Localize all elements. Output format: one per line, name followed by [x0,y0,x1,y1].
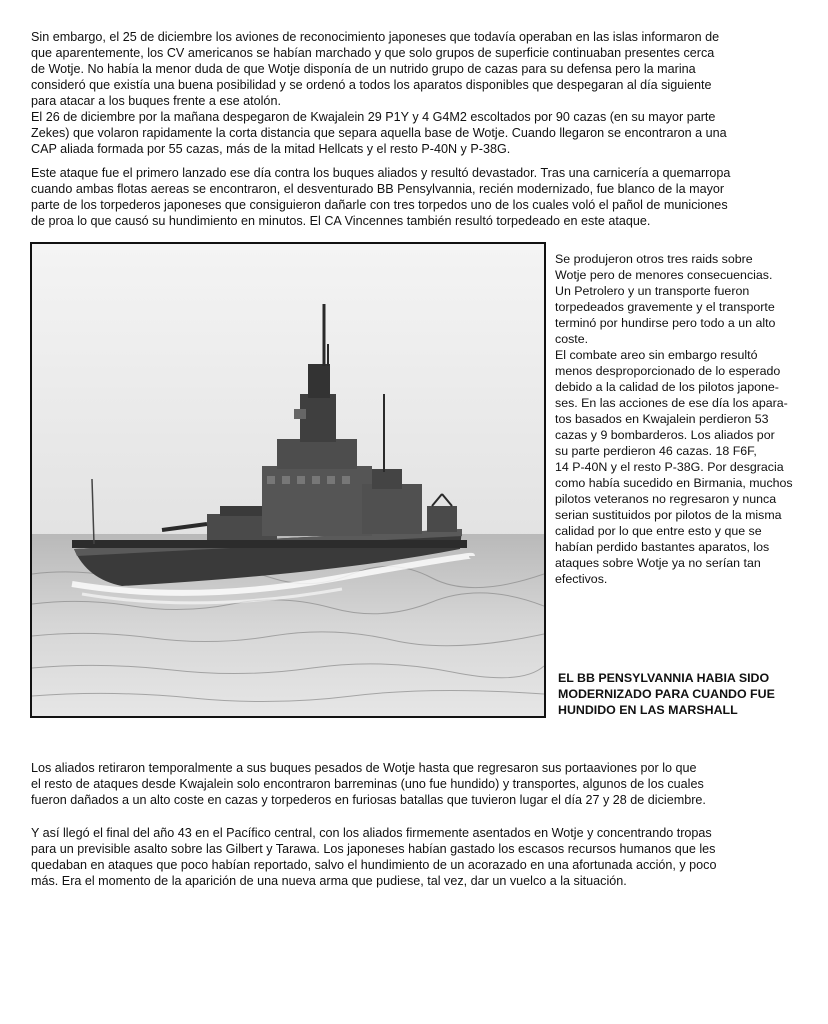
text-line: El 26 de diciembre por la mañana despegaron de Kwajalein 29 P1Y y 4 G4M2 escoltados por 90 cazas (en su mayor parte [31,110,716,124]
text-line: que aparentemente, los CV americanos se habían marchado y que solo grupos de superficie continuaban presentes cerca [31,46,715,60]
caption-line: MODERNIZADO PARA CUANDO FUE [558,687,775,701]
retreat-paragraph [31,760,706,808]
text-line: parte de los torpederos japoneses que consiguieron dañarle con tres torpedos uno de los cuales voló el pañol de municiones [31,198,728,212]
text-line: terminó por hundirse pero todo a un alto [555,316,776,330]
text-line: ataques sobre Wotje ya no serían tan [555,556,761,570]
text-line: quedaban en ataques que poco habían reportado, salvo el hundimiento de un acorazado en una afortunada acción, y poco [31,858,717,872]
caption-line: HUNDIDO EN LAS MARSHALL [558,703,738,717]
text-line: Este ataque fue el primero lanzado ese día contra los buques aliados y resultó devastador. Tras una carnicería a quemarropa [31,166,731,180]
text-line: más. Era el momento de la aparición de una nueva arma que pudiese, tal vez, dar un vuelco a la situación. [31,874,627,888]
caption-line: EL BB PENSYLVANNIA HABIA SIDO [558,671,770,685]
attack-paragraph [31,165,730,229]
text-line: serian sustituidos por pilotos de la misma [555,508,782,522]
intro-paragraph [31,29,727,157]
text-line: de Wotje. No había la menor duda de que Wotje disponía de un nutrido grupo de cazas para su defensa pero la marina [31,62,696,76]
closing-paragraph [31,825,716,889]
text-line: su parte perdieron 46 cazas. 18 F6F, [555,444,757,458]
text-line: como había sucedido en Birmania, muchos [555,476,793,490]
text-line: menos desproporcionado de lo esperado [555,364,781,378]
text-line: cuando ambas flotas aereas se encontraron, el desventurado BB Pensylvannia, recién modernizado, fue blanco de la mayor [31,182,725,196]
text-line: Un Petrolero y un transporte fueron [555,284,750,298]
text-line: torpedeados gravemente y el transporte [555,300,775,314]
text-line: 14 P-40N y el resto P-38G. Por desgracia [555,460,784,474]
text-line: debido a la calidad de los pilotos japone- [555,380,779,394]
text-line: consideró que existía una buena posibilidad y se ordenó a todos los aparatos disponibles que despegaran al día siguiente [31,78,712,92]
battleship-photo [30,242,546,718]
text-line: efectivos. [555,572,608,586]
text-line: Los aliados retiraron temporalmente a sus buques pesados de Wotje hasta que regresaron sus portaaviones por lo que [31,761,697,775]
text-line: CAP aliada formada por 55 cazas, más de la mitad Hellcats y el resto P-40N y P-38G. [31,142,511,156]
photo-caption [558,670,775,718]
text-line: tos basados en Kwajalein perdieron 53 [555,412,769,426]
text-line: Y así llegó el final del año 43 en el Pacífico central, con los aliados firmemente asentados en Wotje y concentrando tropas [31,826,712,840]
text-line: Zekes) que volaron rapidamente la corta distancia que separa aquella base de Wotje. Cuando llegaron se encontraron a una [31,126,727,140]
text-line: calidad por lo que entre esto y que se [555,524,762,538]
text-line: coste. [555,332,589,346]
text-line: el resto de ataques desde Kwajalein solo encontraron barreminas (uno fue hundido) y transportes, algunos de los cuales [31,777,704,791]
text-line: fueron dañados a un alto coste en cazas y torpederos en furiosas batallas que tuvieron lugar el día 27 y 28 de diciembre. [31,793,706,807]
text-line: Se produjeron otros tres raids sobre [555,252,753,266]
text-line: ses. En las acciones de ese día los apara- [555,396,788,410]
text-line: Wotje pero de menores consecuencias. [555,268,773,282]
text-line: El combate areo sin embargo resultó [555,348,758,362]
text-line: pilotos veteranos no regresaron y nunca [555,492,777,506]
text-line: para un previsible asalto sobre las Gilbert y Tarawa. Los japoneses habían gastado los escasos recursos humanos que les [31,842,716,856]
text-line: para atacar a los buques frente a ese atolón. [31,94,281,108]
text-line: de proa lo que causó su hundimiento en minutos. El CA Vincennes también resultó torpedeado en este ataque. [31,214,651,228]
text-line: Sin embargo, el 25 de diciembre los aviones de reconocimiento japoneses que todavía operaban en las islas informaron de [31,30,720,44]
sidebar-paragraph [555,251,793,587]
text-line: habían perdido bastantes aparatos, los [555,540,770,554]
text-line: cazas y 9 bombarderos. Los aliados por [555,428,775,442]
